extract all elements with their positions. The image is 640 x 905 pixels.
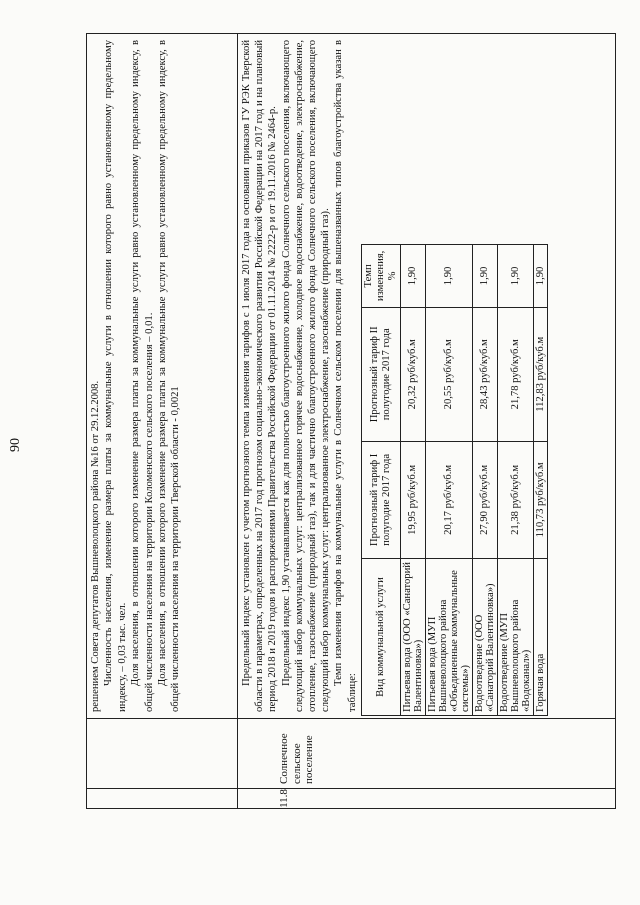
row-text	[238, 34, 359, 718]
top-text-cell	[87, 34, 238, 719]
service-cell: Горячая вода	[533, 559, 547, 716]
row-settlement-name: Солнечное сельское поселение	[238, 719, 616, 789]
header-change-rate: Темп изменения, %	[361, 245, 400, 308]
tariff-h1-cell: 27,90 руб/куб.м	[472, 441, 497, 558]
paragraph: Предельный индекс установлен с учетом прогнозного темпа изменения тарифов с 1 июля 2017 года на основании приказов ГУ РЭК Тверской области в параметрах, определенных на 2017 год прогнозом социально-экономического развития Российской Федерации на 2017 год и на плановый период 2018 и 2019 годов и распоряжениями Правительства Российской Федерации от 01.11.2014 № 2222-р и от 19.11.2016 № 2464-р.	[241, 40, 279, 712]
paragraph: Предельный индекс 1,90 устанавливается как для полностью благоустроенного жилого фонда Солнечного сельского поселения, включающего следующий набор коммунальных услуг: централизованное горячее водоснабжение, холодное водоснабжение, водоотведение, электроснабжение, отопление, газоснабжение (природный газ), так и для частично благоустроенного жилого фонда Солнечного сельского поселения, включающего следующий набор коммунальных услуг: централизованное электроснабжение, газоснабжение (природный газ).	[280, 40, 332, 712]
page-number: 90	[8, 438, 23, 452]
paragraph: Темп изменения тарифов на коммунальные услуги в Солнечном сельском поселении для вышеназванных типов благоустройства указан в таблице:	[333, 40, 358, 712]
tariff-header-row	[361, 245, 400, 716]
top-section-text	[87, 34, 183, 718]
top-num-cell	[87, 789, 238, 809]
table-row	[425, 245, 472, 716]
row-content-cell	[238, 34, 616, 719]
top-section-row	[87, 34, 238, 809]
table-row	[497, 245, 533, 716]
change-rate-cell: 1,90	[497, 245, 533, 308]
tariff-h1-cell: 19,95 руб/куб.м	[400, 441, 425, 558]
table-row	[533, 245, 547, 716]
change-rate-cell: 1,90	[533, 245, 547, 308]
top-line: Доля населения, в отношении которого изменение размера платы за коммунальные услуги равно установленному предельному индексу, в общей численности населения на территории Тверской области - 0,0021	[157, 40, 182, 712]
top-name-cell	[87, 719, 238, 789]
service-cell: Питьевая вода (МУП Вышневолоцкого района «Объединенные коммунальные системы»)	[425, 559, 472, 716]
header-tariff-h1: Прогнозный тариф I полугодие 2017 года	[361, 441, 400, 558]
tariff-h2-cell: 112,83 руб/куб.м	[533, 307, 547, 441]
row-number: 11.8	[238, 789, 616, 809]
top-line: Численность населения, изменение размера платы за коммунальные услуги в отношении которого равно установленному предельному индексу, – 0,03 тыс. чел.	[103, 40, 128, 712]
tariff-h1-cell: 20,17 руб/куб.м	[425, 441, 472, 558]
top-line: Доля населения, в отношении которого изменение размера платы за коммунальные услуги равно установленному предельному индексу, в общей численности населения на территории Коломенского сельского поселения – 0,01.	[130, 40, 155, 712]
tariff-h2-cell: 21,78 руб/куб.м	[497, 307, 533, 441]
tariff-h1-cell: 21,38 руб/куб.м	[497, 441, 533, 558]
change-rate-cell: 1,90	[472, 245, 497, 308]
service-cell: Питьевая вода (ООО «Санаторий Валентиновка»)	[400, 559, 425, 716]
service-cell: Водоотведение (ООО «Санаторий Валентиновка»)	[472, 559, 497, 716]
tariff-h2-cell: 20,32 руб/куб.м	[400, 307, 425, 441]
tariff-h2-cell: 28,43 руб/куб.м	[472, 307, 497, 441]
service-cell: Водоотведение (МУП Вышневолоцкого района «Водоканал»)	[497, 559, 533, 716]
table-row	[472, 245, 497, 716]
header-tariff-h2: Прогнозный тариф II полугодие 2017 года	[361, 307, 400, 441]
main-table	[86, 33, 616, 809]
tariff-table	[361, 244, 548, 716]
top-line: решением Совета депутатов Вышневолоцкого района №16 от 29.12.2008.	[90, 380, 101, 712]
tariff-h1-cell: 110,73 руб/куб.м	[533, 441, 547, 558]
table-row	[400, 245, 425, 716]
row-11-8	[238, 34, 616, 809]
header-service: Вид коммунальной услуги	[361, 559, 400, 716]
tariff-h2-cell: 20,55 руб/куб.м	[425, 307, 472, 441]
change-rate-cell: 1,90	[425, 245, 472, 308]
change-rate-cell: 1,90	[400, 245, 425, 308]
